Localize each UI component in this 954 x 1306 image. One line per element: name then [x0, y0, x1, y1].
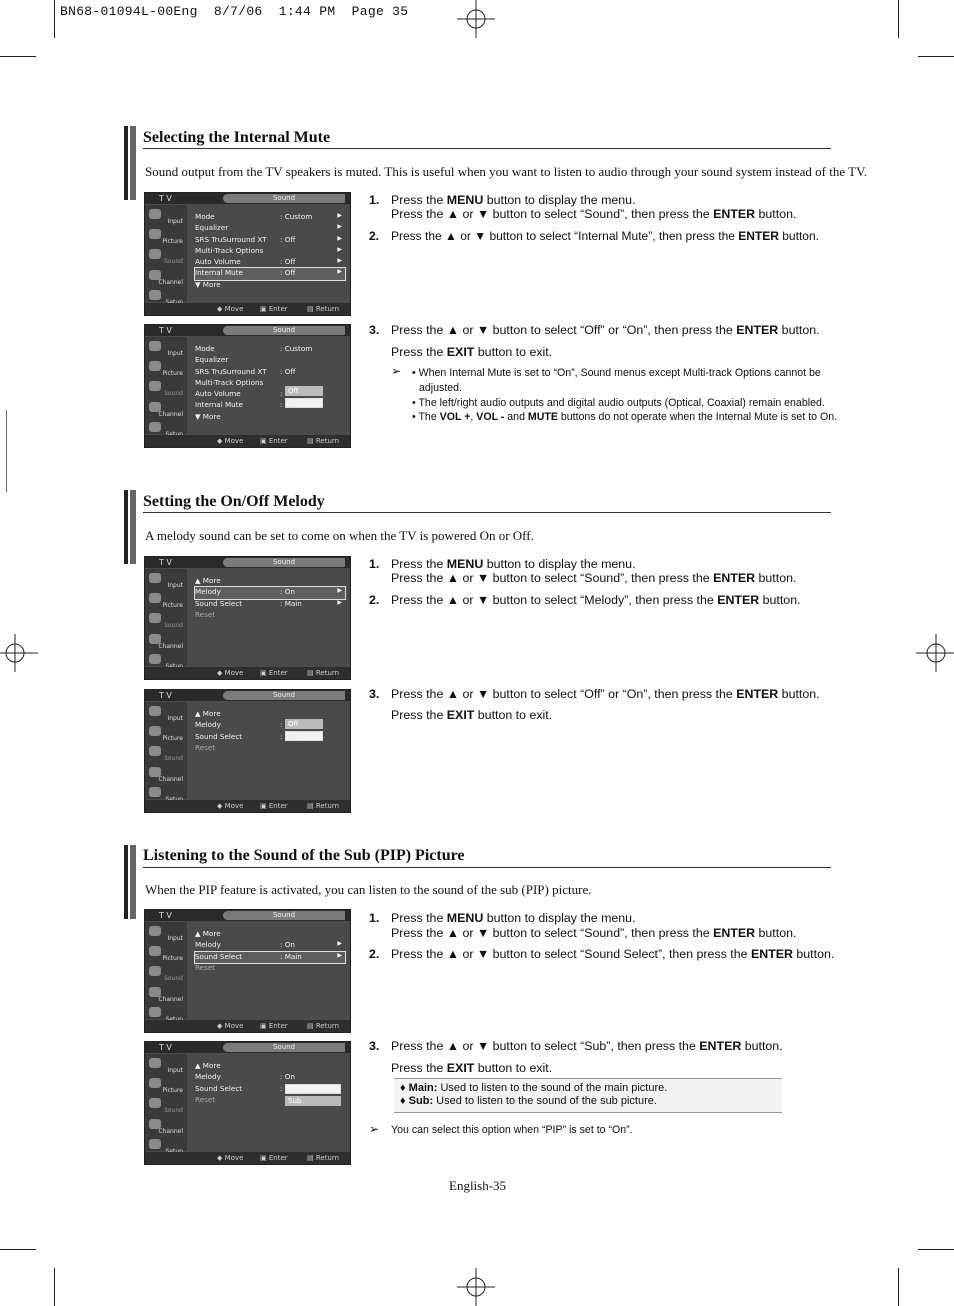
- osd-menu-item[interactable]: SRS TruSurround XT : Off: [195, 366, 296, 376]
- osd-sidebar-item[interactable]: Sound: [147, 380, 185, 398]
- osd-menu-item[interactable]: ▲ More: [195, 709, 221, 718]
- osd-sidebar-item[interactable]: Channel: [147, 986, 185, 1004]
- osd-hint-bar: ◆ Move ▣ Enter ▤ Return: [145, 800, 350, 812]
- osd-menu-item[interactable]: Reset: [195, 962, 216, 972]
- osd-option[interactable]: Off: [285, 386, 323, 396]
- crop-mark: [0, 1249, 36, 1250]
- option-sub: ♦ Sub: Used to listen to the sound of the sub picture.: [400, 1095, 657, 1107]
- osd-menu-item[interactable]: Equalizer ▶: [195, 223, 342, 233]
- section-bar: [124, 490, 136, 564]
- registration-mark-icon: [457, 0, 495, 38]
- note-line: • The VOL +, VOL - and MUTE buttons do not operate when the Internal Mute is set to On.: [412, 411, 838, 423]
- osd-menu-title: Sound: [223, 691, 345, 700]
- osd-menu-item[interactable]: Sound Select : Main ▶: [195, 598, 342, 608]
- note-line: • The left/right audio outputs and digital audio outputs (Optical, Coaxial) remain enabled.: [412, 397, 825, 409]
- setup-icon: [149, 787, 161, 797]
- osd-sidebar-item[interactable]: Channel: [147, 633, 185, 651]
- crop-mark: [918, 56, 954, 57]
- osd-menu-item[interactable]: Auto Volume : Off ▶: [195, 257, 342, 267]
- note-line: adjusted.: [419, 382, 462, 394]
- osd-menu-item[interactable]: Reset: [195, 742, 216, 752]
- osd-menu-item[interactable]: Auto Volume :: [195, 389, 283, 399]
- osd-menu-list: [195, 576, 345, 621]
- osd-screen: [144, 689, 351, 813]
- input-icon: [149, 706, 161, 716]
- osd-sidebar-item[interactable]: Input: [147, 925, 185, 943]
- registration-mark-icon: [457, 1268, 495, 1306]
- osd-menu-title: Sound: [223, 558, 345, 567]
- osd-menu-item[interactable]: Melody : On ▶: [195, 940, 342, 950]
- osd-option[interactable]: Off: [285, 719, 323, 729]
- osd-tv-label: T V: [159, 1043, 172, 1052]
- osd-tv-label: T V: [159, 558, 172, 567]
- osd-menu-item[interactable]: Mode : Custom ▶: [195, 212, 342, 221]
- picture-icon: [149, 361, 161, 371]
- osd-option[interactable]: Sub: [285, 1096, 341, 1106]
- osd-menu-list: [195, 929, 345, 974]
- section-title: Setting the On/Off Melody: [143, 493, 325, 510]
- osd-menu-list: [195, 212, 345, 291]
- section-title: Listening to the Sound of the Sub (PIP) Picture: [143, 847, 465, 864]
- osd-menu-item[interactable]: ▲ More: [195, 1061, 221, 1070]
- section-rule: [143, 867, 831, 868]
- osd-sidebar-item[interactable]: Input: [147, 208, 185, 226]
- osd-sidebar-item[interactable]: Channel: [147, 269, 185, 287]
- page-number: English-35: [449, 1178, 507, 1193]
- osd-menu-title: Sound: [223, 194, 345, 203]
- osd-screen: [144, 192, 351, 316]
- sound-icon: [149, 966, 161, 976]
- osd-sidebar-item[interactable]: Picture: [147, 360, 185, 378]
- picture-icon: [149, 229, 161, 239]
- picture-icon: [149, 593, 161, 603]
- section-bar: [124, 845, 136, 919]
- registration-mark-icon: [916, 634, 954, 672]
- osd-menu-item[interactable]: Melody : On: [195, 1072, 295, 1082]
- picture-icon: [149, 1078, 161, 1088]
- option-main: ♦ Main: Used to listen to the sound of the main picture.: [400, 1082, 668, 1094]
- picture-icon: [149, 726, 161, 736]
- setup-icon: [149, 422, 161, 432]
- osd-sidebar-item[interactable]: Picture: [147, 592, 185, 610]
- sound-icon: [149, 249, 161, 259]
- osd-menu-item[interactable]: Reset: [195, 1094, 216, 1104]
- osd-menu-item[interactable]: ▼ More: [195, 411, 221, 421]
- print-header: BN68-01094L-00Eng 8/7/06 1:44 PM Page 35: [60, 4, 409, 19]
- registration-mark-icon: [0, 634, 38, 672]
- osd-menu-item[interactable]: Internal Mute : Off ▶: [195, 268, 345, 279]
- crop-mark: [54, 0, 55, 38]
- osd-option[interactable]: On: [285, 398, 323, 408]
- osd-sidebar-item[interactable]: Input: [147, 572, 185, 590]
- option-description-box: [394, 1078, 782, 1113]
- setup-icon: [149, 290, 161, 300]
- osd-tv-label: T V: [159, 691, 172, 700]
- osd-sidebar-item[interactable]: Input: [147, 705, 185, 723]
- osd-sidebar: [145, 702, 187, 799]
- input-icon: [149, 926, 161, 936]
- section-intro: Sound output from the TV speakers is muted. This is useful when you want to listen to audio through your sound system instead of the TV.: [145, 164, 868, 179]
- osd-tv-label: T V: [159, 911, 172, 920]
- osd-menu-item[interactable]: ▲ More: [195, 576, 221, 585]
- crop-mark: [918, 1249, 954, 1250]
- osd-menu-item[interactable]: Melody :: [195, 720, 283, 730]
- crop-mark: [898, 1268, 899, 1306]
- input-icon: [149, 1058, 161, 1068]
- osd-screen: [144, 909, 351, 1033]
- note-line: • When Internal Mute is set to “On”, Sound menus except Multi-track Options cannot be: [412, 367, 821, 379]
- section-intro: A melody sound can be set to come on when the TV is powered On or Off.: [145, 528, 534, 543]
- osd-menu-item[interactable]: Sound Select :: [195, 731, 283, 741]
- osd-menu-item[interactable]: Sound Select :: [195, 1083, 283, 1093]
- osd-sidebar: [145, 1054, 187, 1151]
- osd-sidebar-item[interactable]: Channel: [147, 1118, 185, 1136]
- osd-sidebar-item[interactable]: Sound: [147, 1097, 185, 1115]
- section-rule: [143, 512, 831, 513]
- osd-menu-item[interactable]: Multi-Track Options: [195, 377, 264, 387]
- osd-hint-bar: ◆ Move ▣ Enter ▤ Return: [145, 1020, 350, 1032]
- osd-sidebar-item[interactable]: Picture: [147, 945, 185, 963]
- section-rule: [143, 148, 831, 149]
- osd-sidebar-item[interactable]: Sound: [147, 248, 185, 266]
- input-icon: [149, 341, 161, 351]
- input-icon: [149, 573, 161, 583]
- osd-menu-item[interactable]: SRS TruSurround XT : Off ▶: [195, 234, 342, 244]
- osd-hint-bar: ◆ Move ▣ Enter ▤ Return: [145, 435, 350, 447]
- sound-icon: [149, 746, 161, 756]
- sound-icon: [149, 381, 161, 391]
- osd-menu-item[interactable]: Sound Select : Main ▶: [195, 952, 345, 963]
- note-pointer-icon: ➢: [391, 364, 402, 378]
- osd-hint-bar: ◆ Move ▣ Enter ▤ Return: [145, 667, 350, 679]
- osd-sidebar-item[interactable]: Channel: [147, 401, 185, 419]
- osd-screen: [144, 556, 351, 680]
- osd-sidebar-item[interactable]: Input: [147, 1057, 185, 1075]
- osd-sidebar-item[interactable]: Channel: [147, 766, 185, 784]
- osd-sidebar-item[interactable]: Input: [147, 340, 185, 358]
- note-pointer-icon: ➢: [369, 1122, 380, 1136]
- setup-icon: [149, 654, 161, 664]
- setup-icon: [149, 1007, 161, 1017]
- section-bar: [124, 126, 136, 200]
- osd-sidebar-item[interactable]: Sound: [147, 965, 185, 983]
- picture-icon: [149, 946, 161, 956]
- osd-menu-list: [195, 344, 345, 423]
- osd-hint-bar: ◆ Move ▣ Enter ▤ Return: [145, 1152, 350, 1164]
- osd-menu-item[interactable]: Mode : Custom: [195, 344, 313, 353]
- sound-icon: [149, 613, 161, 623]
- osd-sidebar-item[interactable]: Picture: [147, 1077, 185, 1095]
- osd-menu-title: Sound: [223, 911, 345, 920]
- page-edge-tab: [0, 410, 7, 492]
- osd-menu-item[interactable]: ▲ More: [195, 929, 221, 938]
- osd-tv-label: T V: [159, 326, 172, 335]
- osd-sidebar: [145, 569, 187, 666]
- osd-menu-item[interactable]: Internal Mute :: [195, 400, 283, 410]
- osd-tv-label: T V: [159, 194, 172, 203]
- osd-menu-item[interactable]: Equalizer: [195, 355, 229, 365]
- crop-mark: [0, 56, 36, 57]
- osd-menu-item[interactable]: ▼ More: [195, 279, 221, 289]
- crop-mark: [54, 1268, 55, 1306]
- crop-mark: [898, 0, 899, 38]
- note-line: You can select this option when “PIP” is set to “On”.: [391, 1124, 633, 1136]
- sound-icon: [149, 1098, 161, 1108]
- input-icon: [149, 209, 161, 219]
- osd-hint-bar: ◆ Move ▣ Enter ▤ Return: [145, 303, 350, 315]
- osd-menu-item[interactable]: Reset: [195, 609, 216, 619]
- section-intro: When the PIP feature is activated, you can listen to the sound of the sub (PIP) picture.: [145, 882, 592, 897]
- setup-icon: [149, 1139, 161, 1149]
- osd-option[interactable]: Main: [285, 1084, 341, 1094]
- osd-menu-title: Sound: [223, 326, 345, 335]
- section-title: Selecting the Internal Mute: [143, 129, 331, 146]
- osd-sidebar-item[interactable]: Sound: [147, 612, 185, 630]
- osd-sidebar-item[interactable]: Picture: [147, 725, 185, 743]
- osd-screen: [144, 1041, 351, 1165]
- osd-menu-item[interactable]: Melody : On ▶: [195, 587, 345, 598]
- osd-menu-title: Sound: [223, 1043, 345, 1052]
- osd-screen: [144, 324, 351, 448]
- osd-sidebar: [145, 205, 187, 302]
- osd-option[interactable]: On: [285, 731, 323, 741]
- osd-sidebar-item[interactable]: Picture: [147, 228, 185, 246]
- osd-sidebar: [145, 337, 187, 434]
- osd-menu-item[interactable]: Multi-Track Options ▶: [195, 245, 342, 255]
- osd-sidebar-item[interactable]: Sound: [147, 745, 185, 763]
- osd-sidebar: [145, 922, 187, 1019]
